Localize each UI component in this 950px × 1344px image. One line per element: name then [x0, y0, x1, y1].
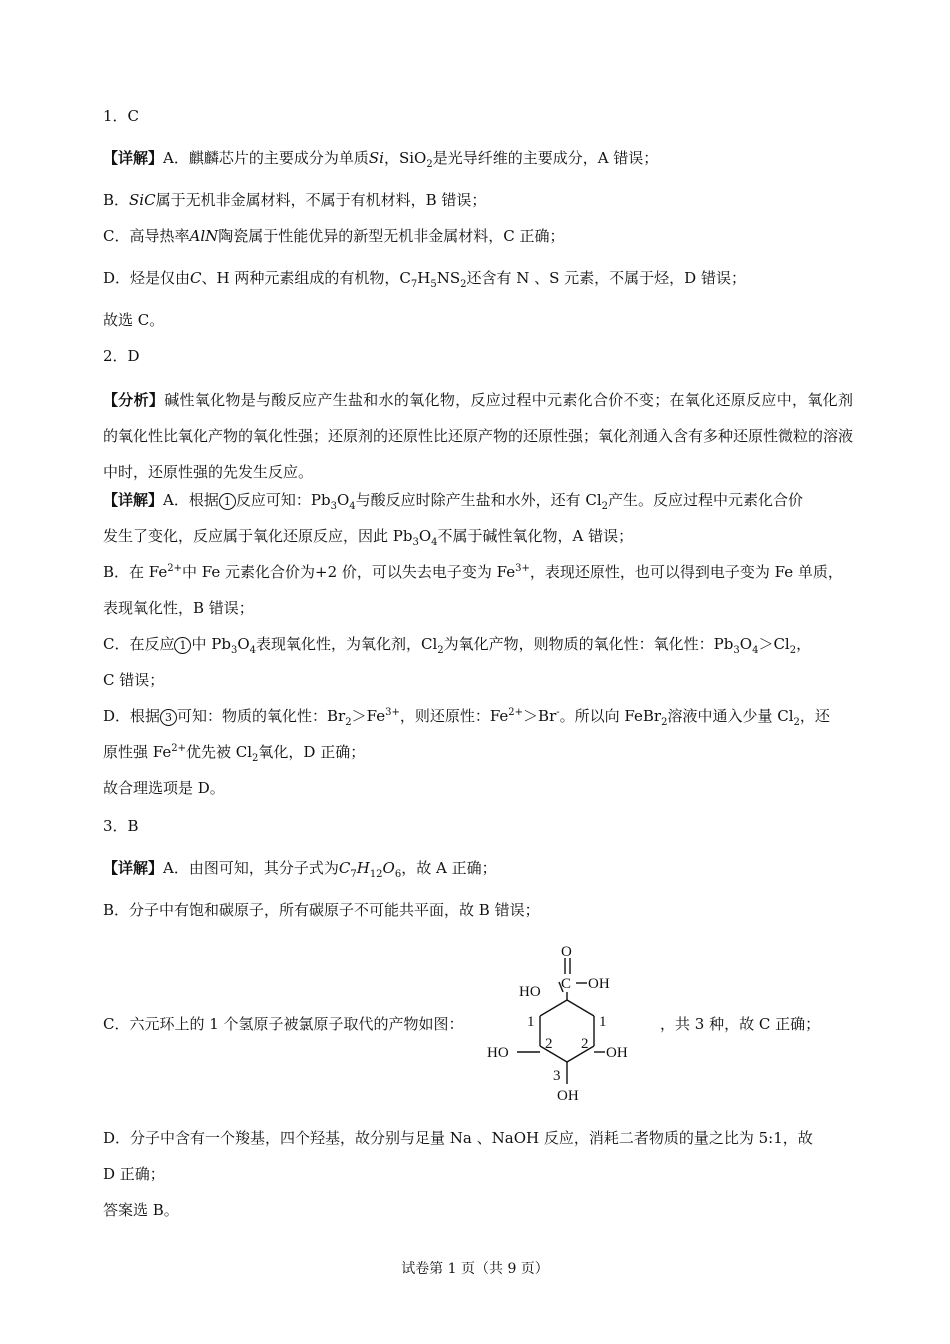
q3-answer: 3．B — [103, 817, 139, 835]
superscript: 3+ — [515, 563, 530, 574]
q2-option-a-line2 — [103, 526, 633, 546]
subscript: 2 — [789, 645, 797, 656]
q2-option-d-line2 — [103, 742, 365, 762]
text: 还含有 N 、S 元素，不属于烃，D 错误； — [466, 269, 746, 287]
position-3: 3 — [553, 1068, 561, 1084]
text: NS — [436, 269, 461, 287]
text: ，故 A 正确； — [401, 859, 497, 877]
text: 氧化，D 正确； — [258, 743, 366, 761]
subscript: 3 — [330, 501, 337, 512]
chlorination-structure-diagram — [483, 940, 653, 1110]
text: C．高导热率 — [103, 227, 190, 245]
analysis-tag: 【分析】 — [103, 391, 165, 409]
text: 发生了变化，反应属于氧化还原反应，因此 Pb — [103, 527, 413, 545]
subscript: 2 — [601, 501, 609, 512]
q2-option-c-line2: C 错误； — [103, 671, 165, 689]
text: 原性强 Fe — [103, 743, 172, 761]
text: O — [418, 527, 432, 545]
text: H — [417, 269, 431, 287]
text: 陶瓷属于性能优异的新型无机非金属材料，C 正确； — [218, 227, 565, 245]
text: ，还 — [799, 707, 830, 725]
text: 。所以向 FeBr — [559, 707, 662, 725]
position-2-right: 2 — [581, 1036, 589, 1052]
subscript: 2 — [460, 279, 467, 290]
circled-number: 1 — [219, 493, 236, 510]
subscript: 4 — [431, 537, 438, 548]
subscript: 7 — [350, 869, 357, 880]
q2-option-a-line1 — [103, 490, 803, 510]
q3-option-a — [103, 858, 497, 878]
text: 为氧化产物，则物质的氧化性：氧化性：Pb — [443, 635, 734, 653]
formula: O — [382, 859, 395, 877]
circled-number: 1 — [174, 637, 191, 654]
subscript: 2 — [252, 753, 259, 764]
position-1-left: 1 — [527, 1014, 535, 1030]
subscript: 3 — [412, 537, 419, 548]
formula: C — [190, 269, 202, 287]
subscript: 5 — [430, 279, 437, 290]
subscript: 2 — [437, 645, 444, 656]
q1-option-d — [103, 268, 746, 288]
subscript: 2 — [426, 159, 433, 170]
formula: SiC — [129, 191, 156, 209]
subscript: 3 — [230, 645, 238, 656]
carbon-atom: C — [561, 976, 572, 992]
text: 表现氧化性，为氧化剂，Cl — [256, 635, 438, 653]
position-1-right: 1 — [599, 1014, 607, 1030]
text: ，SiO — [383, 149, 427, 167]
q3-option-d-line2: D 正确； — [103, 1165, 165, 1183]
q1-option-a — [103, 148, 658, 168]
subscript: 2 — [661, 717, 668, 728]
text: 属于无机非金属材料，不属于有机材料，B 错误； — [155, 191, 487, 209]
subscript: 4 — [349, 501, 356, 512]
q1-option-c — [103, 226, 565, 246]
formula: H — [356, 859, 370, 877]
subscript: 12 — [369, 869, 383, 880]
text: B． — [103, 191, 130, 209]
text: ，表现还原性，也可以得到电子变为 Fe 单质， — [529, 563, 843, 581]
q2-option-b-line1 — [103, 562, 843, 582]
superscript: 3+ — [385, 707, 400, 718]
text: 溶液中通入少量 Cl — [667, 707, 794, 725]
text: O — [739, 635, 753, 653]
detail-tag: 【详解】 — [103, 491, 164, 509]
text: 不属于碱性氧化物，A 错误； — [437, 527, 634, 545]
q3-option-d-line1: D．分子中含有一个羧基，四个羟基，故分别与足量 Na 、NaOH 反应，消耗二者物质的量之比为 5:1，故 — [103, 1129, 813, 1147]
text: A．麒麟芯片的主要成分为单质 — [163, 149, 369, 167]
superscript: 2+ — [167, 563, 183, 574]
text: 优先被 Cl — [185, 743, 253, 761]
q1-answer: 1．C — [103, 107, 140, 125]
q2-analysis — [103, 382, 853, 490]
subscript: 3 — [733, 645, 740, 656]
text: A．由图可知，其分子式为 — [163, 859, 339, 877]
text: D．根据 — [103, 707, 161, 725]
text: O — [237, 635, 250, 653]
q2-option-d-line1 — [103, 706, 830, 726]
text: B．在 Fe — [103, 563, 168, 581]
text: 与酸反应时除产生盐和水外，还有 Cl — [355, 491, 602, 509]
hydroxyl-carboxyl: OH — [588, 976, 610, 992]
page-footer: 试卷第 1 页（共 9 页） — [401, 1261, 549, 1277]
q2-option-c-line1 — [103, 634, 811, 654]
superscript: 2+ — [171, 743, 186, 754]
formula: Si — [368, 149, 384, 167]
subscript: 2 — [793, 717, 800, 728]
text: O — [336, 491, 350, 509]
q3-option-c-result: ，共 3 种，故 C 正确； — [660, 1015, 821, 1033]
text: 是光导纤维的主要成分，A 错误； — [432, 149, 659, 167]
text: ＞Cl — [758, 635, 790, 653]
text: 可知：物质的氧化性：Br — [177, 707, 346, 725]
detail-tag: 【详解】 — [103, 149, 164, 167]
text: C．在反应 — [103, 635, 175, 653]
q3-option-b: B．分子中有饱和碳原子，所有碳原子不可能共平面，故 B 错误； — [103, 901, 540, 919]
subscript: 2 — [345, 717, 352, 728]
subscript: 7 — [410, 279, 418, 290]
formula: C — [338, 859, 351, 877]
superscript: 2+ — [508, 707, 524, 718]
q2-option-b-line2: 表现氧化性，B 错误； — [103, 599, 254, 617]
text: 中 Pb — [191, 635, 231, 653]
q3-option-c-text: C．六元环上的 1 个氢原子被氯原子取代的产物如图： — [103, 1015, 464, 1033]
text: 、H 两种元素组成的有机物，C — [201, 269, 411, 287]
hydroxyl-left: HO — [487, 1045, 509, 1061]
position-2-left: 2 — [545, 1036, 553, 1052]
oxygen-atom: O — [561, 944, 572, 960]
text: 中 Fe 元素化合价为+2 价，可以失去电子变为 Fe — [182, 563, 516, 581]
detail-tag: 【详解】 — [103, 859, 164, 877]
superscript: - — [556, 707, 560, 718]
q1-conclusion: 故选 C。 — [103, 311, 165, 329]
text: 反应可知：Pb — [235, 491, 331, 509]
hydroxyl-bottom: OH — [557, 1088, 579, 1104]
text: ＞Br — [523, 707, 557, 725]
subscript: 6 — [394, 869, 402, 880]
subscript: 4 — [752, 645, 759, 656]
q2-conclusion: 故合理选项是 D。 — [103, 779, 225, 797]
analysis-text: 碱性氧化物是与酸反应产生盐和水的氧化物，反应过程中元素化合价不变；在氧化还原反应中，氧化剂的氧化性比氧化产物的氧化性强；还原剂的还原性比还原产物的还原性强；氧化剂通入含有多种还原性微粒的溶液中时，还原性强的先发生反应。 — [103, 391, 854, 481]
q3-conclusion: 答案选 B。 — [103, 1201, 179, 1219]
text: ，则还原性：Fe — [399, 707, 509, 725]
q2-answer: 2．D — [103, 347, 140, 365]
text: 产生。反应过程中元素化合价 — [608, 491, 804, 509]
circled-number: 3 — [160, 709, 177, 726]
q1-option-b — [103, 190, 486, 210]
text: D．烃是仅由 — [103, 269, 191, 287]
hydroxyl-top: HO — [519, 984, 541, 1000]
text: ， — [796, 635, 812, 653]
hydroxyl-right: OH — [606, 1045, 628, 1061]
subscript: 4 — [249, 645, 257, 656]
formula: AlN — [189, 227, 219, 245]
text: A．根据 — [163, 491, 219, 509]
text: ＞Fe — [351, 707, 386, 725]
